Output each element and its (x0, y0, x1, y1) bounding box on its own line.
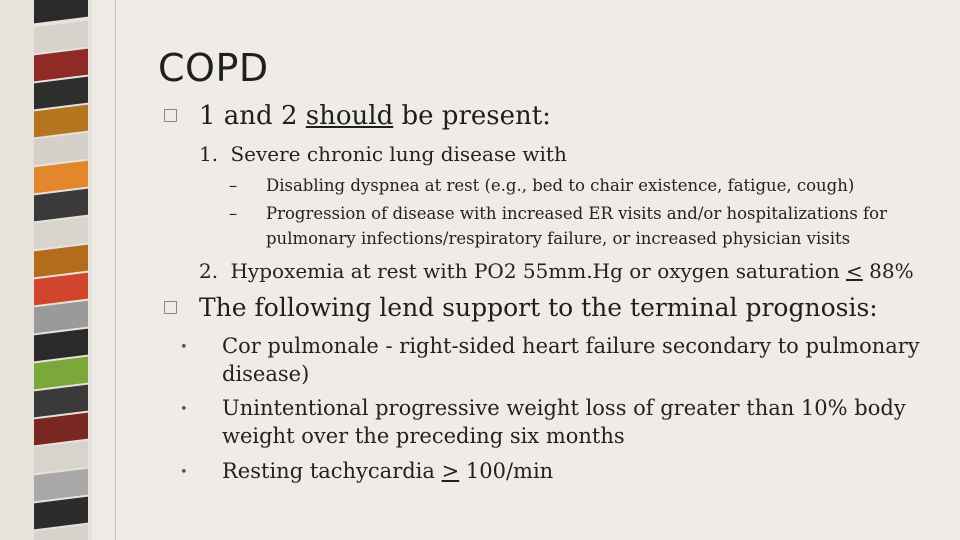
sub-bullet-text: Progression of disease with increased ER visits and/or hospitalizations for (266, 204, 887, 223)
stripe-divider (115, 0, 116, 540)
bullet-dot: • (180, 340, 188, 355)
item-number: 2. (199, 259, 219, 283)
bullet-dot: • (180, 465, 188, 480)
lead-text-start: 1 and 2 (199, 101, 306, 131)
sub-bullet-marker: – (229, 176, 238, 195)
item-text: Hypoxemia at rest with PO2 55mm.Hg or oxygen saturation (230, 259, 846, 283)
sub-bullet-text: Disabling dyspnea at rest (e.g., bed to chair existence, fatigue, cough) (266, 176, 855, 195)
bullet-text-end: 100/min (459, 459, 554, 483)
bullet-text: Cor pulmonale - right-sided heart failure secondary to pulmonary (222, 334, 920, 358)
decorative-stripe-panel (0, 0, 118, 540)
bullet-symbol: > (441, 459, 460, 483)
bullet-text-continued: weight over the preceding six months (222, 424, 625, 448)
bullet-text-continued: disease) (222, 362, 310, 386)
bullet-text-start: Resting tachycardia (222, 459, 442, 483)
bullet-dot: • (180, 402, 188, 417)
sub-bullet-marker: – (229, 204, 238, 223)
bullet-text: Unintentional progressive weight loss of greater than 10% body (222, 396, 906, 420)
slide-title: COPD (158, 46, 269, 90)
square-bullet-icon (164, 301, 177, 314)
item-number: 1. (199, 142, 219, 166)
section-one-lead (164, 101, 551, 131)
sub-bullet-text-continued: pulmonary infections/respiratory failure, or increased physician visits (266, 229, 851, 248)
item-text: Severe chronic lung disease with (230, 142, 567, 166)
lead-text-end: be present: (393, 101, 551, 131)
numbered-item-1 (199, 142, 567, 166)
section-two-lead (164, 293, 878, 322)
lead-text: The following lend support to the terminal prognosis: (199, 293, 878, 322)
item-symbol: < (846, 259, 863, 283)
item-text-end: 88% (862, 259, 914, 283)
numbered-item-2 (199, 259, 914, 283)
bullet-text (222, 459, 553, 483)
lead-text-emphasis: should (305, 101, 394, 131)
square-bullet-icon (164, 109, 177, 122)
